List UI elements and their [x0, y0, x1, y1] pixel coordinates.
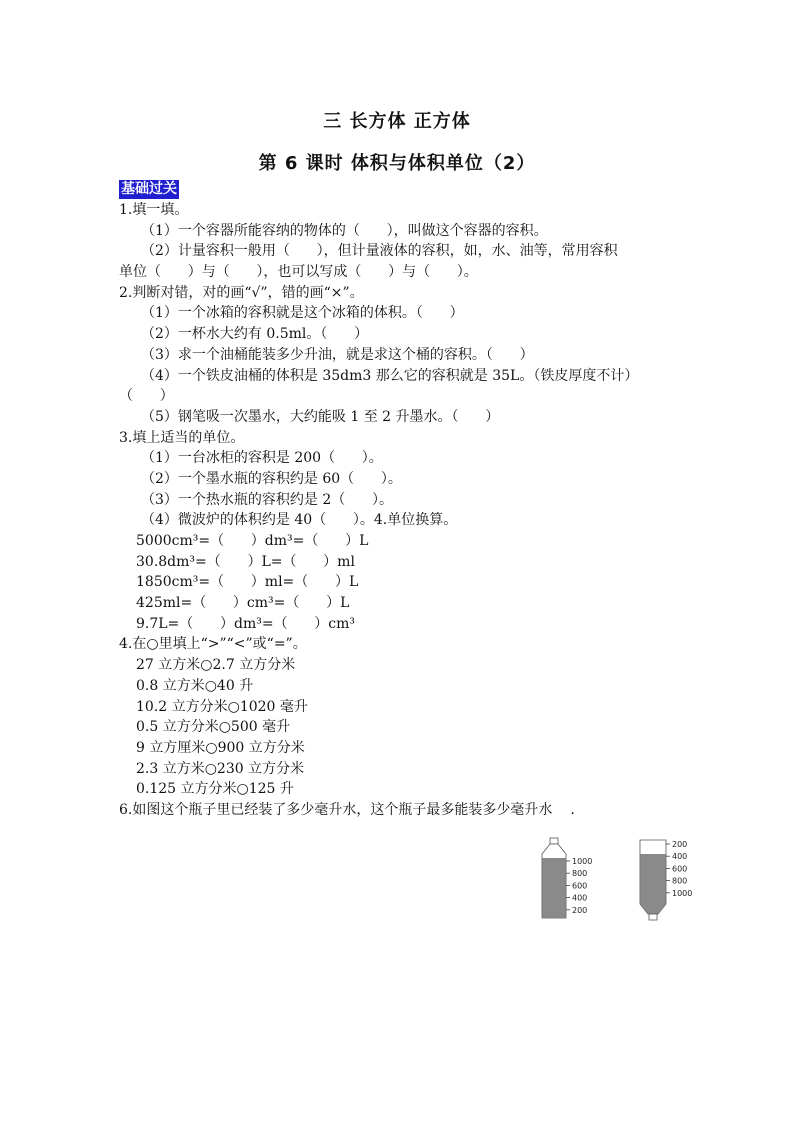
scale-label: 200 — [672, 840, 688, 849]
conversion-line: 30.8dm³=（ ）L=（ ）ml — [136, 553, 355, 570]
q2-line: （2）一杯水大约有 0.5ml。（ ） — [141, 326, 369, 343]
q3-line: （2）一个墨水瓶的容积约是 60（ ）。 — [141, 470, 402, 487]
compare-item: 9 立方厘米○900 立方分米 — [136, 739, 305, 756]
q6-text: 6.如图这个瓶子里已经装了多少毫升水，这个瓶子最多能装多少毫升水 — [119, 801, 553, 818]
compare-item: 10.2 立方分米○1020 毫升 — [136, 698, 308, 715]
q3-line: （4）微波炉的体积约是 40（ ）。4.单位换算。 — [141, 512, 458, 529]
bottle-inverted-scale — [666, 840, 692, 898]
scale-label: 800 — [672, 876, 688, 886]
compare-item: 0.5 立方分米○500 毫升 — [136, 719, 291, 736]
conversion-line: 5000cm³=（ ）dm³=（ ）L — [136, 533, 369, 549]
q1-line: （1）一个容器所能容纳的物体的（ ），叫做这个容器的容积。 — [141, 222, 548, 239]
q1-line: 单位（ ）与（ ），也可以写成（ ）与（ ）。 — [119, 264, 478, 281]
q6-heading — [119, 800, 689, 821]
scale-label: 200 — [572, 905, 588, 915]
water-fill — [641, 854, 666, 914]
bottle-inverted — [640, 840, 666, 920]
q4-heading: 4.在○里填上“>”“<”或“=”。 — [119, 636, 307, 653]
scale-label: 600 — [672, 864, 688, 874]
q6-trailing-dot: . — [570, 801, 575, 818]
conversion-line: 9.7L=（ ）dm³=（ ）cm³ — [136, 615, 356, 632]
compare-item: 27 立方米○2.7 立方分米 — [136, 657, 296, 674]
q1-line: （2）计量容积一般用（ ），但计量液体的容积，如，水、油等，常用容积 — [141, 243, 618, 260]
conversion-line: 1850cm³=（ ）ml=（ ）L — [136, 574, 359, 591]
q3-line: （1）一台冰柜的容积是 200（ ）。 — [141, 450, 383, 467]
q3-heading: 3.填上适当的单位。 — [119, 429, 245, 446]
lesson-title: 第 6 课时 体积与体积单位（2） — [258, 153, 536, 174]
q2-line: （4）一个铁皮油桶的体积是 35dm3 那么它的容积就是 35L。（铁皮厚度不计） — [141, 367, 639, 384]
section-tag: 基础过关 — [121, 181, 177, 197]
q3-line: （3）一个热水瓶的容积约是 2（ ）。 — [141, 491, 393, 508]
scale-label: 400 — [672, 852, 688, 862]
scale-label: 1000 — [672, 888, 693, 898]
bottle-upright — [542, 838, 566, 918]
q2-heading: 2.判断对错，对的画“√”，错的画“×”。 — [119, 284, 364, 301]
bottle-illustration — [540, 836, 693, 922]
q2-line: （3）求一个油桶能装多少升油，就是求这个桶的容积。（ ） — [141, 346, 534, 363]
compare-item: 0.8 立方米○40 升 — [136, 677, 254, 694]
scale-label: 400 — [572, 893, 588, 903]
scale-label: 600 — [572, 881, 588, 891]
scale-label: 800 — [572, 869, 588, 879]
bottle-upright-scale — [566, 857, 592, 915]
bottle-figure — [540, 836, 693, 922]
water-fill — [543, 858, 566, 918]
unit-title: 三 长方体 正方体 — [323, 111, 471, 132]
q2-line: （5）钢笔吸一次墨水，大约能吸 1 至 2 升墨水。（ ） — [141, 408, 500, 425]
conversion-line: 425ml=（ ）cm³=（ ）L — [136, 595, 350, 612]
q2-line: （1）一个冰箱的容积就是这个冰箱的体积。（ ） — [141, 305, 464, 322]
q2-line: （ ） — [119, 388, 174, 405]
q1-heading: 1.填一填。 — [119, 202, 189, 218]
worksheet-content — [119, 200, 689, 821]
scale-label: 1000 — [572, 857, 593, 866]
compare-item: 2.3 立方米○230 立方分米 — [136, 760, 305, 777]
compare-item: 0.125 立方分米○125 升 — [136, 781, 294, 798]
